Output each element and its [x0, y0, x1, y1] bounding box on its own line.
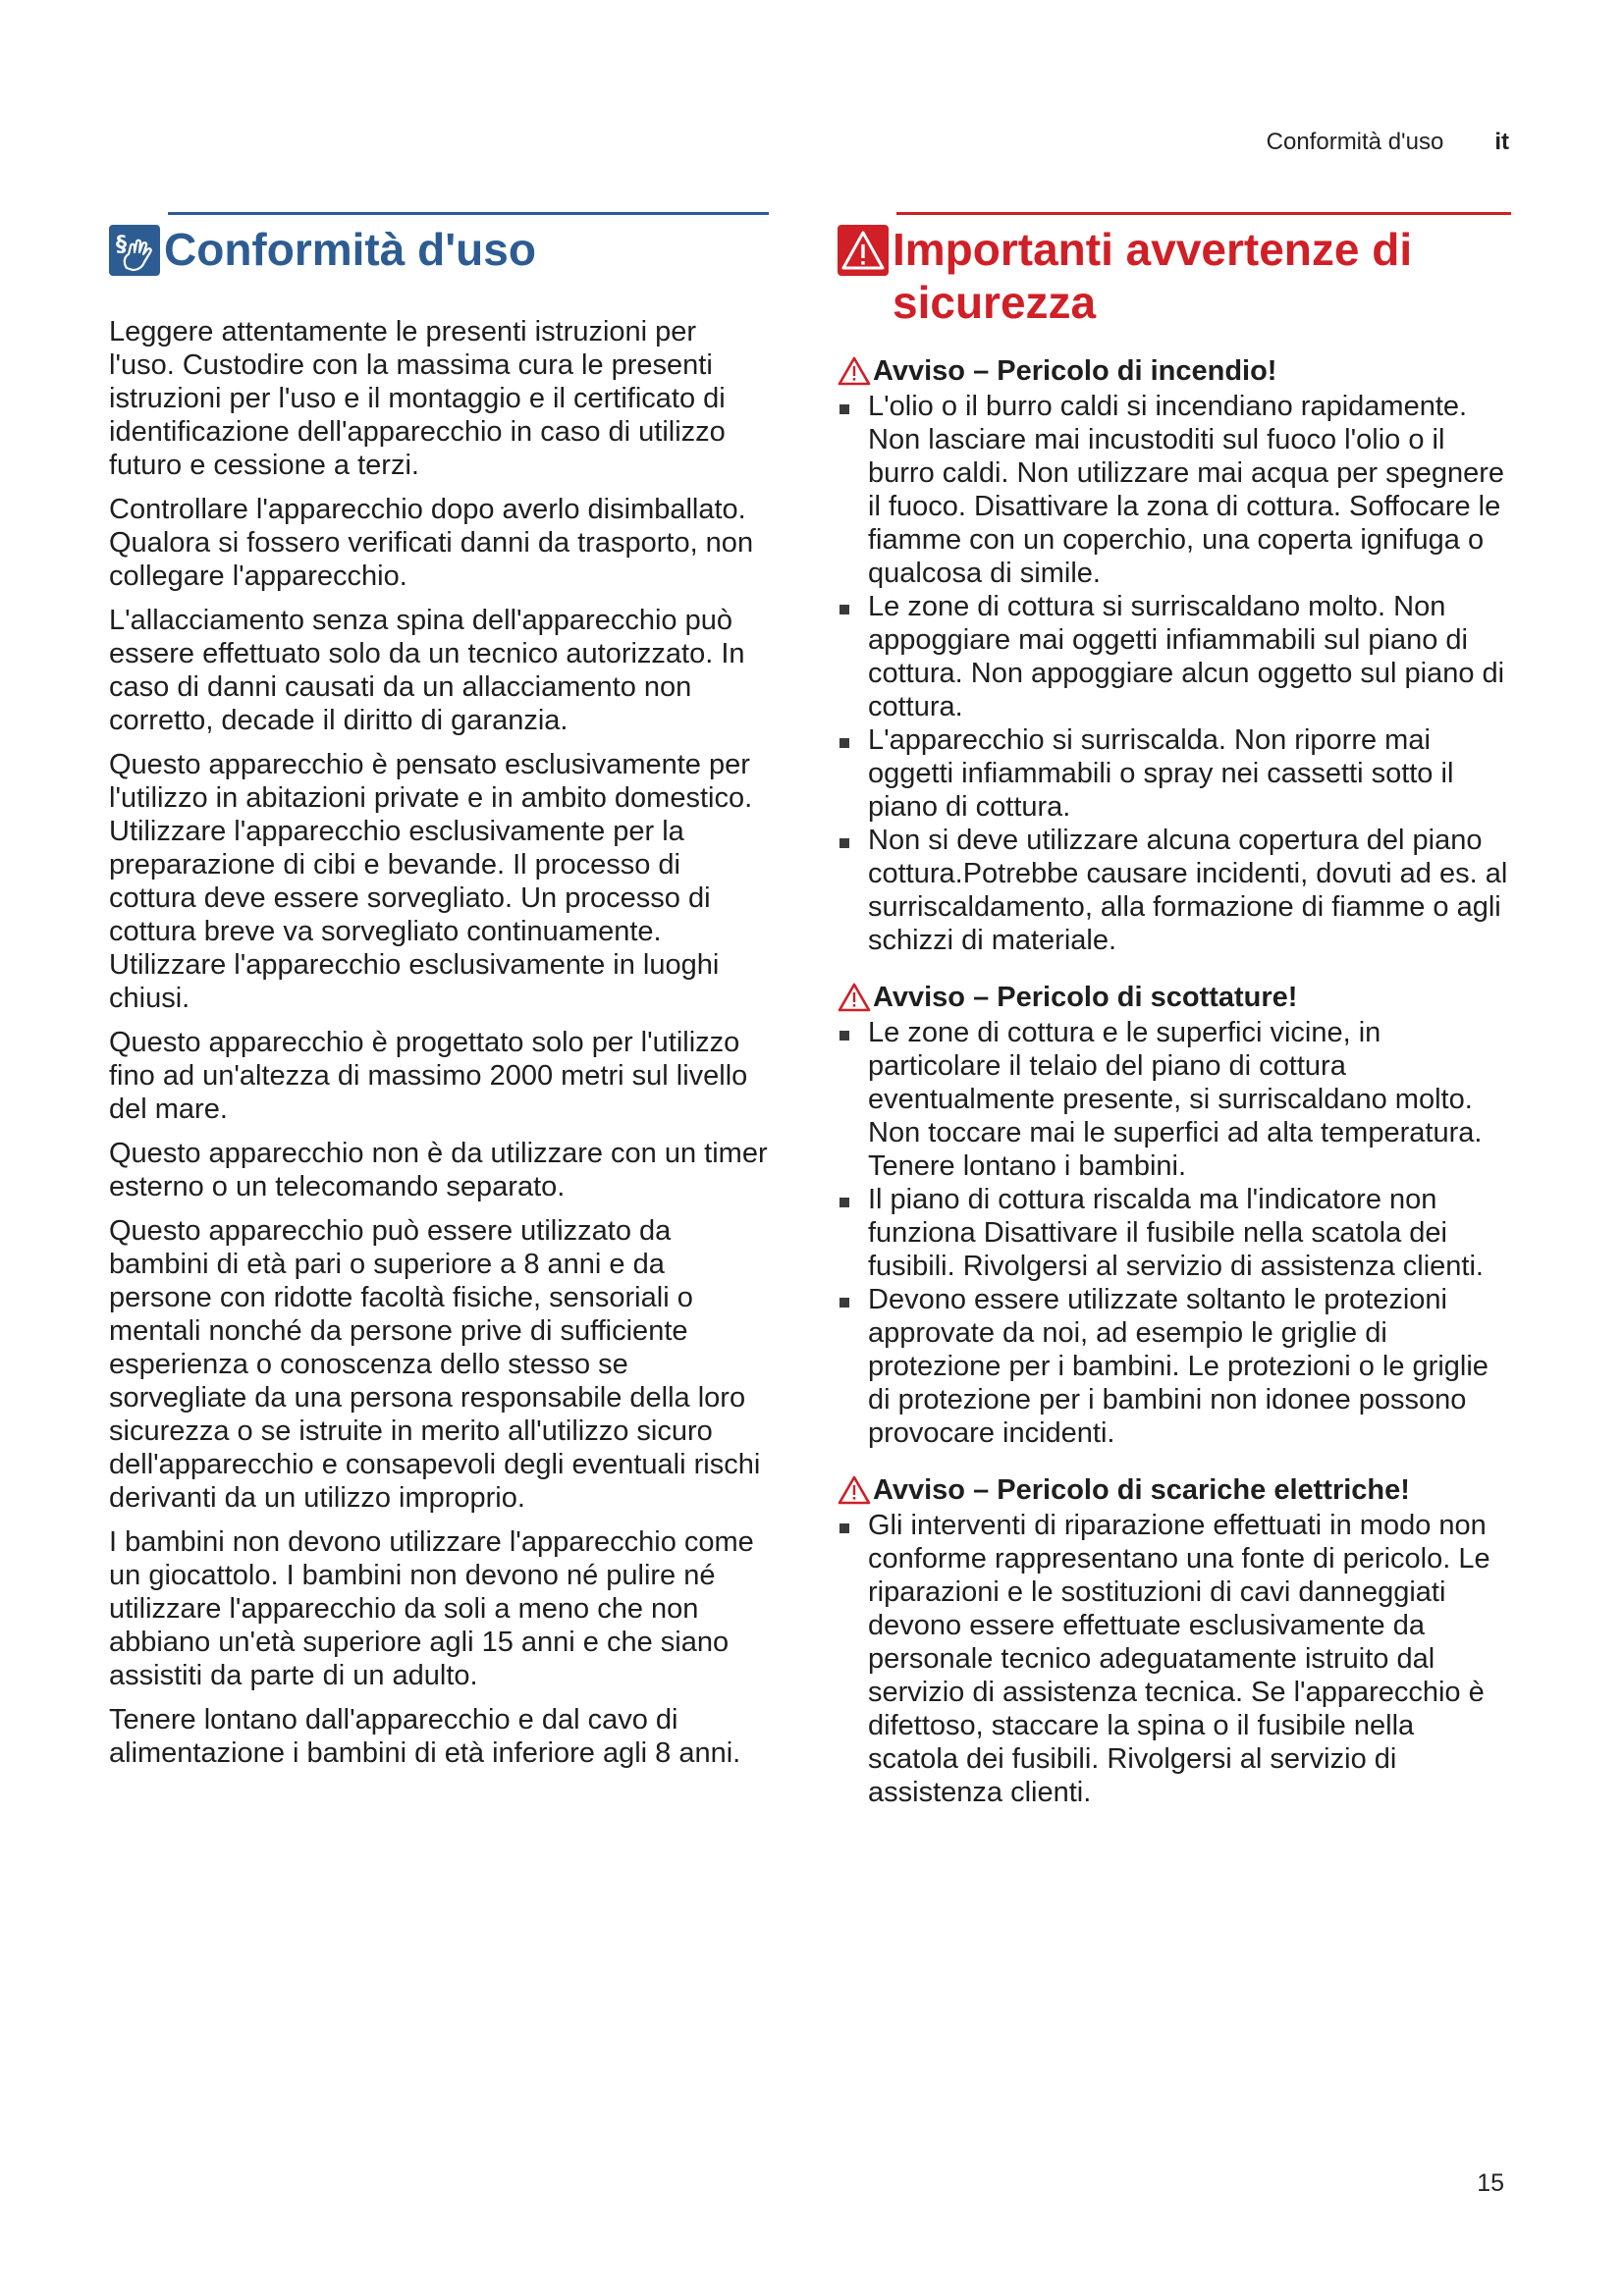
left-body: [109, 315, 769, 1770]
list-item-text: Le zone di cottura si surriscaldano molto. Non appoggiare mai oggetti infiammabili sul piano di cottura. Non appoggiare alcun oggetto sul piano di cottura.: [868, 591, 1505, 722]
section-title: [838, 223, 1511, 329]
bullet-marker: [838, 1283, 868, 1450]
section-title-line: Importanti avvertenze di: [893, 224, 1413, 275]
section-title-text: Conformità d'uso: [164, 224, 536, 275]
warning-block: [838, 981, 1511, 1450]
bullet-marker: [838, 1509, 868, 1809]
section-rule: [168, 212, 769, 215]
paragraph: Questo apparecchio non è da utilizzare con un timer esterno o un telecomando separato.: [109, 1138, 768, 1202]
warning-title: [838, 1473, 1511, 1507]
bullet-marker: [838, 390, 868, 590]
bullet-marker: [838, 723, 868, 824]
warning-title: [838, 981, 1511, 1014]
warning-triangle-icon: [838, 982, 871, 1013]
list-item-text: Le zone di cottura e le superfici vicine, in particolare il telaio del piano di cottura eventualmente presente, si surriscaldano molto. Non toccare mai le superfici ad alta temperatura. Tenere lontano i bambini.: [868, 1017, 1483, 1182]
warning-block: [838, 1473, 1511, 1809]
paragraph: Leggere attentamente le presenti istruzioni per l'uso. Custodire con la massima cura le presenti istruzioni per l'uso e il montaggio e il certificato di identificazione dell'apparecchio in caso di utilizzo futuro e cessione a terzi.: [109, 316, 726, 481]
warning-title-text: Avviso – Pericolo di scottature!: [873, 982, 1298, 1013]
warning-triangle-icon: [838, 1474, 871, 1506]
list-item: [838, 1283, 1511, 1450]
left-column: [109, 212, 769, 1781]
warning-title-text: Avviso – Pericolo di scariche elettriche!: [873, 1474, 1410, 1506]
paragraph: Questo apparecchio è pensato esclusivamente per l'utilizzo in abitazioni private e in ambito domestico. Utilizzare l'apparecchio esclusivamente per la preparazione di cibi e bevande. Il processo di cottura deve essere sorvegliato. Un processo di cottura breve va sorvegliato continuamente. Utilizzare l'apparecchio esclusivamente in luoghi chiusi.: [109, 749, 753, 1014]
bullet-marker: [838, 824, 868, 957]
compliance-hand-icon: [109, 225, 160, 276]
bullet-marker: [838, 1183, 868, 1283]
warning-triangle-icon: [838, 225, 889, 276]
list-item: [838, 824, 1511, 957]
warning-title: [838, 354, 1511, 388]
list-item: [838, 1183, 1511, 1283]
paragraph: I bambini non devono utilizzare l'apparecchio come un giocattolo. I bambini non devono né pulire né utilizzare l'apparecchio da soli a meno che non abbiano un'età superiore agli 15 anni e che siano assistiti da parte di un adulto.: [109, 1526, 754, 1691]
bullet-marker: [838, 590, 868, 723]
warning-block: [838, 354, 1511, 957]
list-item-text: L'apparecchio si surriscalda. Non riporre mai oggetti infiammabili o spray nei cassetti sotto il piano di cottura.: [868, 724, 1454, 823]
warning-triangle-icon: [838, 355, 871, 387]
running-header: [1267, 129, 1509, 156]
right-column: [838, 212, 1511, 1833]
section-title-text: [893, 223, 1412, 329]
language-code: it: [1494, 129, 1509, 155]
list-item-text: Gli interventi di riparazione effettuati in modo non conforme rappresentano una fonte di pericolo. Le riparazioni e le sostituzioni di cavi danneggiati devono essere effettuate esclusivamente da personale tecnico adeguatamente istruito dal servizio di assistenza tecnica. Se l'apparecchio è difettoso, staccare la spina o il fusibile nella scatola dei fusibili. Rivolgersi al servizio di assistenza clienti.: [868, 1510, 1490, 1808]
warning-title-text: Avviso – Pericolo di incendio!: [873, 355, 1277, 387]
list-item: [838, 723, 1511, 824]
paragraph: Questo apparecchio può essere utilizzato da bambini di età pari o superiore a 8 anni e da persone con ridotte facoltà fisiche, sensoriali o mentali nonché da persone prive di sufficiente esperienza o conoscenza dello stesso se sorvegliate da una persona responsabile della loro sicurezza o se istruite in merito all'utilizzo sicuro dell'apparecchio e consapevoli degli eventuali rischi derivanti da un utilizzo improprio.: [109, 1215, 761, 1514]
section-title-line: sicurezza: [893, 277, 1097, 328]
section-title: [109, 223, 769, 276]
section-rule: [896, 212, 1511, 215]
page-number: 15: [1477, 2169, 1504, 2197]
paragraph: Controllare l'apparecchio dopo averlo disimballato. Qualora si fossero verificati danni da trasporto, non collegare l'apparecchio.: [109, 494, 754, 592]
list-item-text: Non si deve utilizzare alcuna copertura del piano cottura.Potrebbe causare incidenti, dovuti ad es. al surriscaldamento, alla formazione di fiamme o agli schizzi di materiale.: [868, 825, 1508, 956]
paragraph: L'allacciamento senza spina dell'apparecchio può essere effettuato solo da un tecnico autorizzato. In caso di danni causati da un allacciamento non corretto, decade il diritto di garanzia.: [109, 605, 745, 736]
list-item-text: L'olio o il burro caldi si incendiano rapidamente. Non lasciare mai incustoditi sul fuoco l'olio o il burro caldi. Non utilizzare mai acqua per spegnere il fuoco. Disattivare la zona di cottura. Soffocare le fiamme con un coperchio, una coperta ignifuga o qualcosa di simile.: [868, 391, 1505, 589]
list-item: [838, 390, 1511, 590]
paragraph: Questo apparecchio è progettato solo per l'utilizzo fino ad un'altezza di massimo 2000 metri sul livello del mare.: [109, 1027, 748, 1125]
list-item-text: Devono essere utilizzate soltanto le protezioni approvate da noi, ad esempio le griglie di protezione per i bambini. Le protezioni o le griglie di protezione per i bambini non idonee possono provocare incidenti.: [868, 1284, 1489, 1449]
svg-text:§: §: [116, 233, 127, 257]
list-item: [838, 1016, 1511, 1183]
list-item-text: Il piano di cottura riscalda ma l'indicatore non funziona Disattivare il fusibile nella scatola dei fusibili. Rivolgersi al servizio di assistenza clienti.: [868, 1184, 1484, 1282]
running-header-section: Conformità d'uso: [1266, 129, 1444, 155]
paragraph: Tenere lontano dall'apparecchio e dal cavo di alimentazione i bambini di età inferiore agli 8 anni.: [109, 1704, 741, 1769]
list-item: [838, 590, 1511, 723]
bullet-marker: [838, 1016, 868, 1183]
list-item: [838, 1509, 1511, 1809]
